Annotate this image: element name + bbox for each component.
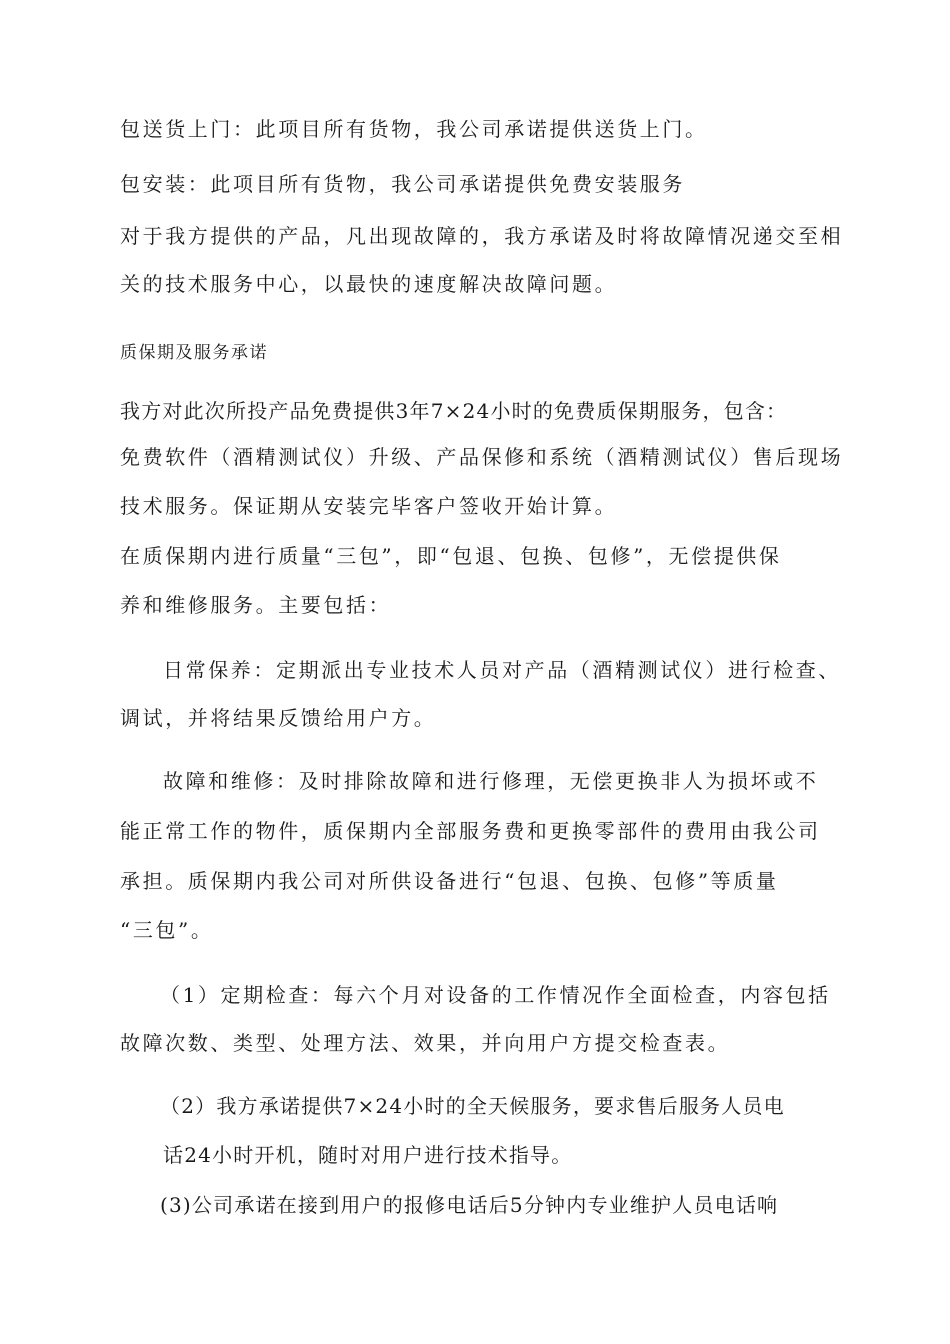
text-line: 故障和维修：及时排除故障和进行修理，无偿更换非人为损坏或不 xyxy=(163,769,819,793)
text-line: （2）我方承诺提供7×24小时的全天候服务，要求售后服务人员电 xyxy=(160,1094,785,1118)
text-line: (3)公司承诺在接到用户的报修电话后5分钟内专业维护人员电话响 xyxy=(160,1193,779,1217)
text-line: 调试，并将结果反馈给用户方。 xyxy=(120,706,437,730)
text-line: 承担。质保期内我公司对所供设备进行“包退、包换、包修”等质量 xyxy=(120,869,779,893)
text-line: 我方对此次所投产品免费提供3年7×24小时的免费质保期服务，包含： xyxy=(120,399,788,423)
section-heading: 质保期及服务承诺 xyxy=(120,343,268,363)
text-line: 包安装：此项目所有货物，我公司承诺提供免费安装服务 xyxy=(120,172,685,196)
text-line: 话24小时开机，随时对用户进行技术指导。 xyxy=(163,1143,573,1167)
text-line: 包送货上门：此项目所有货物，我公司承诺提供送货上门。 xyxy=(120,117,708,141)
text-line: 技术服务。保证期从安装完毕客户签收开始计算。 xyxy=(120,494,618,518)
text-line: 在质保期内进行质量“三包”，即“包退、包换、包修”，无偿提供保 xyxy=(120,544,782,568)
text-line: 关的技术服务中心，以最快的速度解决故障问题。 xyxy=(120,272,618,296)
text-line: 对于我方提供的产品，凡出现故障的，我方承诺及时将故障情况递交至相 xyxy=(120,224,844,248)
text-line: 养和维修服务。主要包括： xyxy=(120,593,392,617)
text-line: （1）定期检查：每六个月对设备的工作情况作全面检查，内容包括 xyxy=(160,983,831,1007)
text-line: 日常保养：定期派出专业技术人员对产品（酒精测试仪）进行检查、 xyxy=(163,658,841,682)
text-line: 免费软件（酒精测试仪）升级、产品保修和系统（酒精测试仪）售后现场 xyxy=(120,445,844,469)
text-line: 能正常工作的物件，质保期内全部服务费和更换零部件的费用由我公司 xyxy=(120,819,821,843)
text-line: “三包”。 xyxy=(120,918,214,942)
text-line: 故障次数、类型、处理方法、效果，并向用户方提交检查表。 xyxy=(120,1031,731,1055)
